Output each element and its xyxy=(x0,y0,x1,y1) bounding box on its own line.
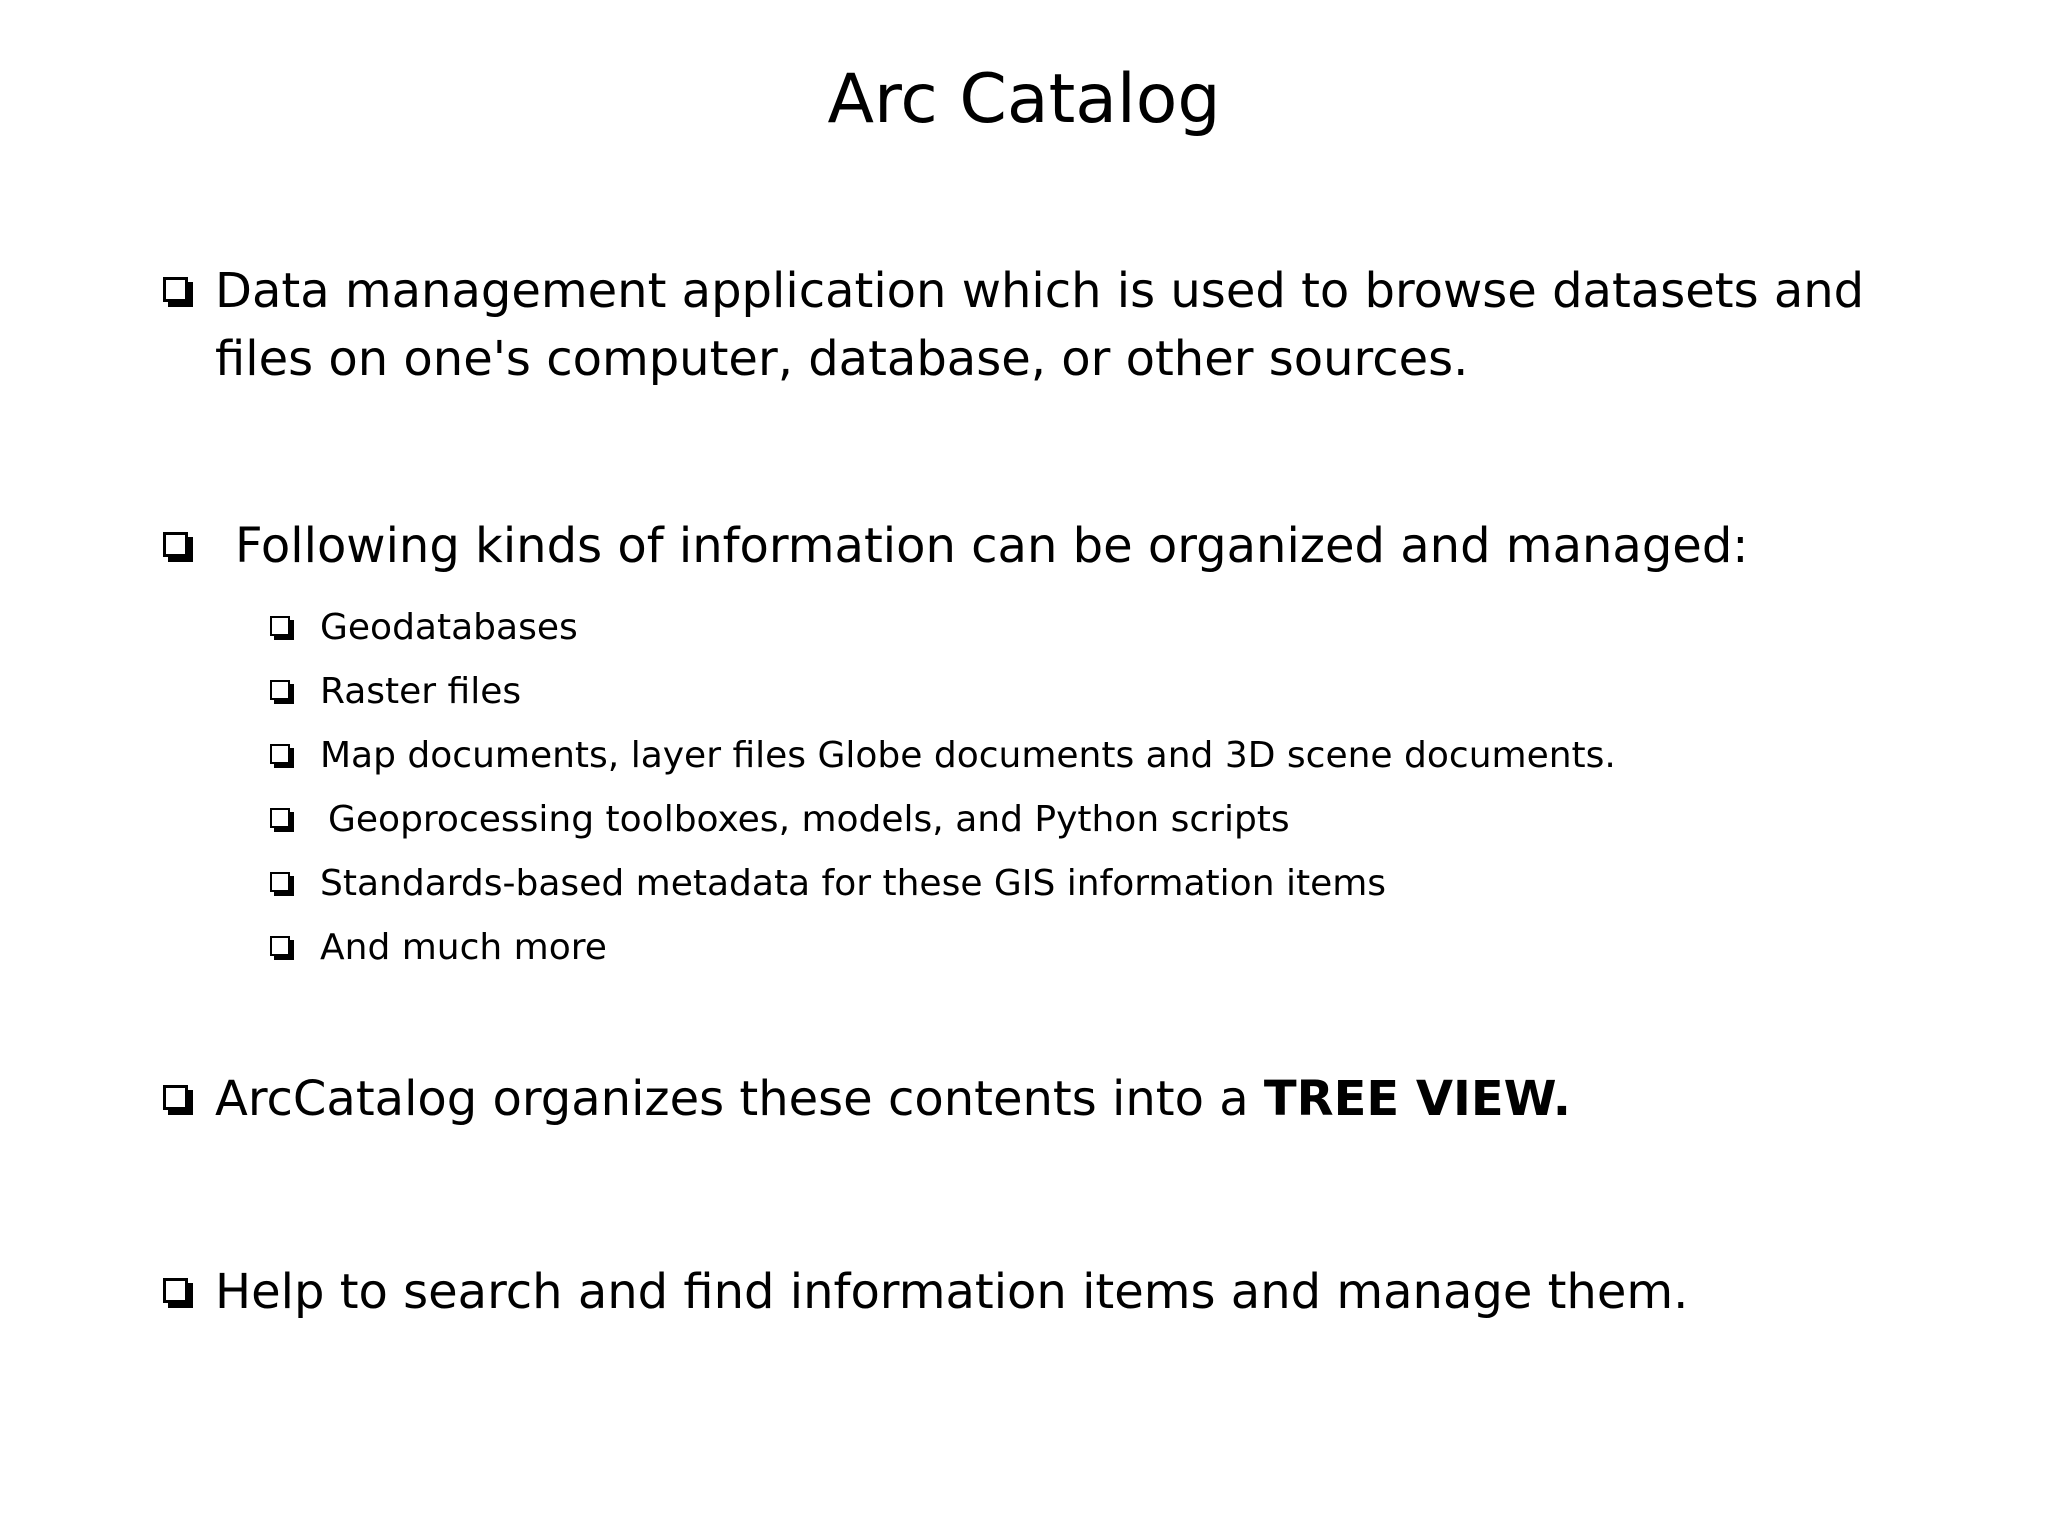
bullet-text: Help to search and find information items and manage them. xyxy=(215,1264,1689,1320)
list-item-text: Geoprocessing toolboxes, models, and Python scripts xyxy=(328,799,1290,840)
slide-title: Arc Catalog xyxy=(827,60,1221,139)
bullet-search-information xyxy=(163,1258,1883,1326)
list-item-text: Raster files xyxy=(320,671,522,712)
list-item-geodatabases xyxy=(270,596,1770,660)
checkbox-square-icon xyxy=(270,872,290,892)
list-item-raster-files xyxy=(270,660,1770,724)
list-item-text: Geodatabases xyxy=(320,607,578,648)
checkbox-square-icon xyxy=(270,616,290,636)
bullet-text-regular: ArcCatalog organizes these contents into a xyxy=(215,1071,1249,1127)
bullet-text: Data management application which is used to browse datasets and files on one's computer, database, or other sources. xyxy=(215,263,1865,387)
checkbox-square-icon xyxy=(270,808,290,828)
checkbox-square-icon xyxy=(270,936,290,956)
checkbox-square-icon xyxy=(270,744,290,764)
list-item-geoprocessing xyxy=(270,788,1770,852)
list-item-much-more xyxy=(270,916,1770,980)
checkbox-square-icon xyxy=(270,680,290,700)
information-kinds-list xyxy=(270,596,1770,980)
checkbox-square-icon xyxy=(163,1085,188,1110)
bullet-information-kinds xyxy=(163,512,1883,580)
list-item-metadata xyxy=(270,852,1770,916)
bullet-data-management xyxy=(163,257,1883,393)
list-item-text: Standards-based metadata for these GIS information items xyxy=(320,863,1387,904)
bullet-text xyxy=(215,1065,1883,1133)
checkbox-square-icon xyxy=(163,532,188,557)
list-item-text: And much more xyxy=(320,927,607,968)
checkbox-square-icon xyxy=(163,1278,188,1303)
checkbox-square-icon xyxy=(163,277,188,302)
bullet-tree-view xyxy=(163,1065,1883,1133)
bullet-text: Following kinds of information can be organized and managed: xyxy=(235,518,1749,574)
tree-view-emphasis: TREE VIEW. xyxy=(1263,1071,1571,1127)
list-item-map-documents xyxy=(270,724,1770,788)
list-item-text: Map documents, layer files Globe documents and 3D scene documents. xyxy=(320,735,1616,776)
